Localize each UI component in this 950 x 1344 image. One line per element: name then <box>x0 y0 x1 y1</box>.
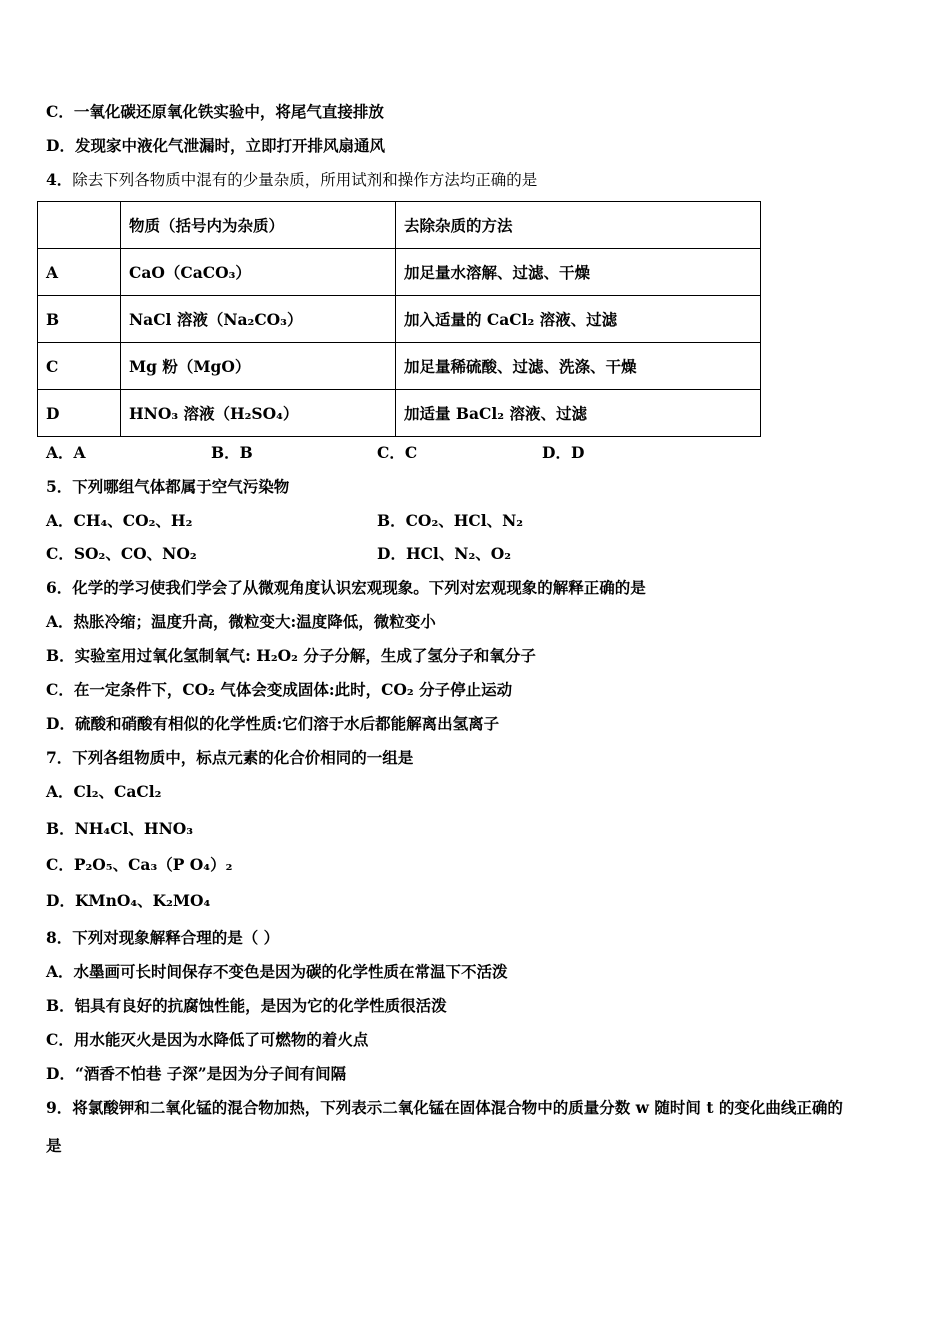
q5-option-a: A．CH₄、CO₂、H₂ <box>46 511 193 530</box>
table-header-row <box>38 202 761 249</box>
q4-stem-text: 除去下列各物质中混有的少量杂质，所用试剂和操作方法均正确的是 <box>72 171 538 189</box>
q5-option-c: C．SO₂、CO、NO₂ <box>46 544 197 563</box>
q5-option-b: B．CO₂、HCl、N₂ <box>377 511 524 530</box>
row-method: 加足量稀硫酸、过滤、洗涤、干燥 <box>396 343 761 390</box>
row-method: 加足量水溶解、过滤、干燥 <box>396 249 761 296</box>
q7-option-a: A．Cl₂、CaCl₂ <box>46 782 162 801</box>
q5-stem: 5．下列哪组气体都属于空气污染物 <box>46 477 290 496</box>
row-substance: CaO（CaCO₃） <box>121 249 396 296</box>
q4-choice-c: C．C <box>377 443 418 462</box>
q7-option-d: D．KMnO₄、K₂MO₄ <box>46 891 211 910</box>
table-header-substance: 物质（括号内为杂质） <box>121 202 396 249</box>
row-method: 加入适量的 CaCl₂ 溶液、过滤 <box>396 296 761 343</box>
q4-stem <box>46 169 537 191</box>
row-label: C <box>38 343 121 390</box>
q3-option-c: C．一氧化碳还原氧化铁实验中，将尾气直接排放 <box>46 102 384 121</box>
q8-option-c: C．用水能灭火是因为水降低了可燃物的着火点 <box>46 1030 369 1049</box>
q6-option-b: B．实验室用过氧化氢制氧气: H₂O₂ 分子分解，生成了氢分子和氧分子 <box>46 646 536 665</box>
table-row <box>38 296 761 343</box>
table-row <box>38 343 761 390</box>
q4-number: 4． <box>46 170 73 189</box>
q6-option-d: D．硫酸和硝酸有相似的化学性质:它们溶于水后都能解离出氢离子 <box>46 714 500 733</box>
row-label: D <box>38 390 121 437</box>
table-header-method: 去除杂质的方法 <box>396 202 761 249</box>
q6-stem: 6．化学的学习使我们学会了从微观角度认识宏观现象。下列对宏观现象的解释正确的是 <box>46 578 646 597</box>
row-substance: Mg 粉（MgO） <box>121 343 396 390</box>
q8-option-a: A．水墨画可长时间保存不变色是因为碳的化学性质在常温下不活泼 <box>46 962 508 981</box>
q8-stem: 8．下列对现象解释合理的是（ ） <box>46 928 280 947</box>
q8-option-b: B．铝具有良好的抗腐蚀性能，是因为它的化学性质很活泼 <box>46 996 447 1015</box>
q9-stem-line1: 9．将氯酸钾和二氧化锰的混合物加热，下列表示二氧化锰在固体混合物中的质量分数 w 随时间 t 的变化曲线正确的 <box>46 1098 843 1117</box>
row-label: A <box>38 249 121 296</box>
table-header-label <box>38 202 121 249</box>
q4-choice-a: A．A <box>46 443 86 462</box>
q5-option-d: D．HCl、N₂、O₂ <box>377 544 512 563</box>
row-substance: NaCl 溶液（Na₂CO₃） <box>121 296 396 343</box>
q6-option-c: C．在一定条件下，CO₂ 气体会变成固体:此时，CO₂ 分子停止运动 <box>46 680 513 699</box>
row-method: 加适量 BaCl₂ 溶液、过滤 <box>396 390 761 437</box>
q8-option-d: D．“酒香不怕巷 子深”是因为分子间有间隔 <box>46 1064 347 1083</box>
q4-table <box>37 201 761 437</box>
q4-choice-d: D．D <box>542 443 585 462</box>
q7-option-c: C．P₂O₅、Ca₃（P O₄）₂ <box>46 855 233 874</box>
q6-option-a: A．热胀冷缩；温度升高，微粒变大:温度降低，微粒变小 <box>46 612 436 631</box>
q4-choice-b: B．B <box>211 443 253 462</box>
q7-option-b: B．NH₄Cl、HNO₃ <box>46 819 194 838</box>
table-row <box>38 390 761 437</box>
q9-stem-line2: 是 <box>46 1136 62 1155</box>
row-substance: HNO₃ 溶液（H₂SO₄） <box>121 390 396 437</box>
q7-stem: 7．下列各组物质中，标点元素的化合价相同的一组是 <box>46 748 414 767</box>
row-label: B <box>38 296 121 343</box>
table-row <box>38 249 761 296</box>
q3-option-d: D．发现家中液化气泄漏时，立即打开排风扇通风 <box>46 136 385 155</box>
